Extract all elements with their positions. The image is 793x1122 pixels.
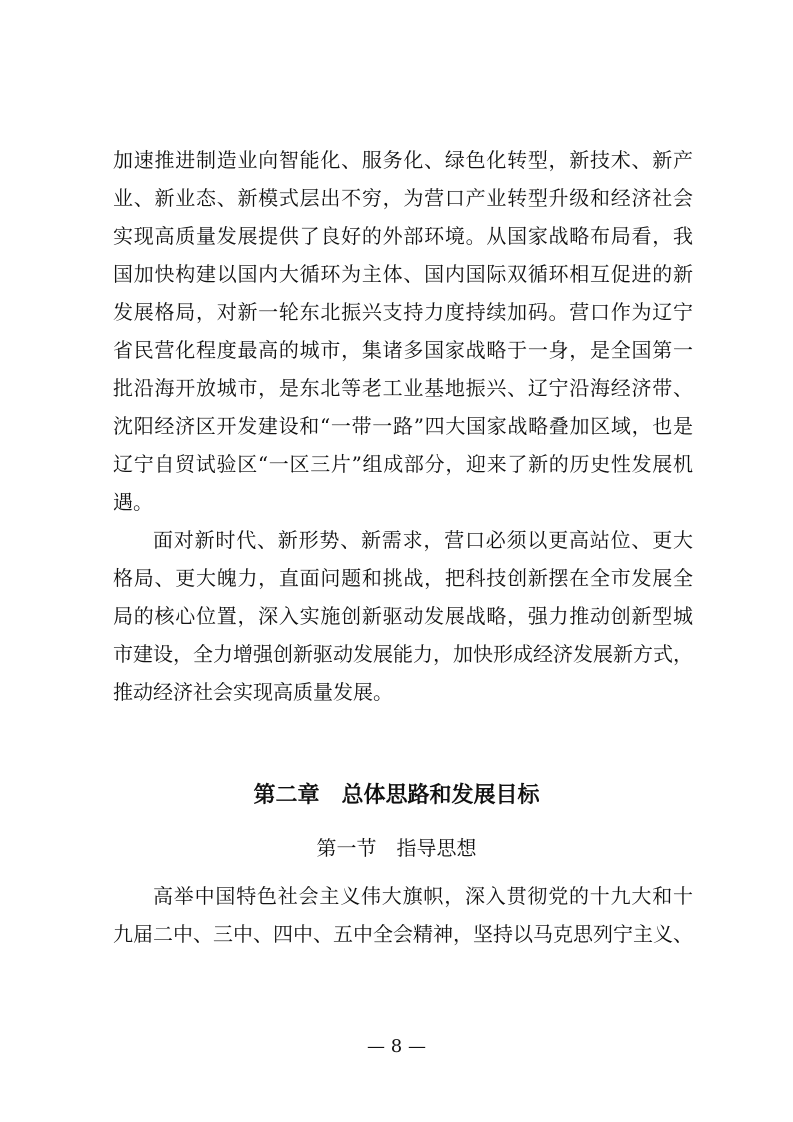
body-text-line: 加速推进制造业向智能化、服务化、绿色化转型，新技术、新产 [113,148,693,172]
body-text-line: 九届二中、三中、四中、五中全会精神，坚持以马克思列宁主义、 [113,922,693,946]
body-text-line: 发展格局，对新一轮东北振兴支持力度持续加码。营口作为辽宁 [113,300,693,324]
section-title: 第一节 指导思想 [316,836,477,860]
chapter-title: 第二章 总体思路和发展目标 [253,782,540,808]
body-text-line: 推动经济社会实现高质量发展。 [113,680,393,704]
body-text-line: 辽宁自贸试验区“一区三片”组成部分，迎来了新的历史性发展机 [113,452,693,476]
body-text-line: 沈阳经济区开发建设和“一带一路”四大国家战略叠加区域，也是 [113,414,693,438]
body-text-line: 格局、更大魄力，直面问题和挑战，把科技创新摆在全市发展全 [113,566,693,590]
body-text-line: 局的核心位置，深入实施创新驱动发展战略，强力推动创新型城 [113,604,693,628]
body-text-line: 遇。 [113,490,153,514]
body-text-line: 批沿海开放城市，是东北等老工业基地振兴、辽宁沿海经济带、 [113,376,693,400]
body-text-line: 高举中国特色社会主义伟大旗帜，深入贯彻党的十九大和十 [153,884,693,908]
body-text-line: 业、新业态、新模式层出不穷，为营口产业转型升级和经济社会 [113,186,693,210]
page-number: — 8 — [367,1036,426,1057]
body-text-line: 国加快构建以国内大循环为主体、国内国际双循环相互促进的新 [113,262,693,286]
body-text-line: 市建设，全力增强创新驱动发展能力，加快形成经济发展新方式， [113,642,693,666]
body-text-line: 省民营化程度最高的城市，集诸多国家战略于一身，是全国第一 [113,338,693,362]
body-text-line: 面对新时代、新形势、新需求，营口必须以更高站位、更大 [153,528,693,552]
body-text-line: 实现高质量发展提供了良好的外部环境。从国家战略布局看，我 [113,224,693,248]
